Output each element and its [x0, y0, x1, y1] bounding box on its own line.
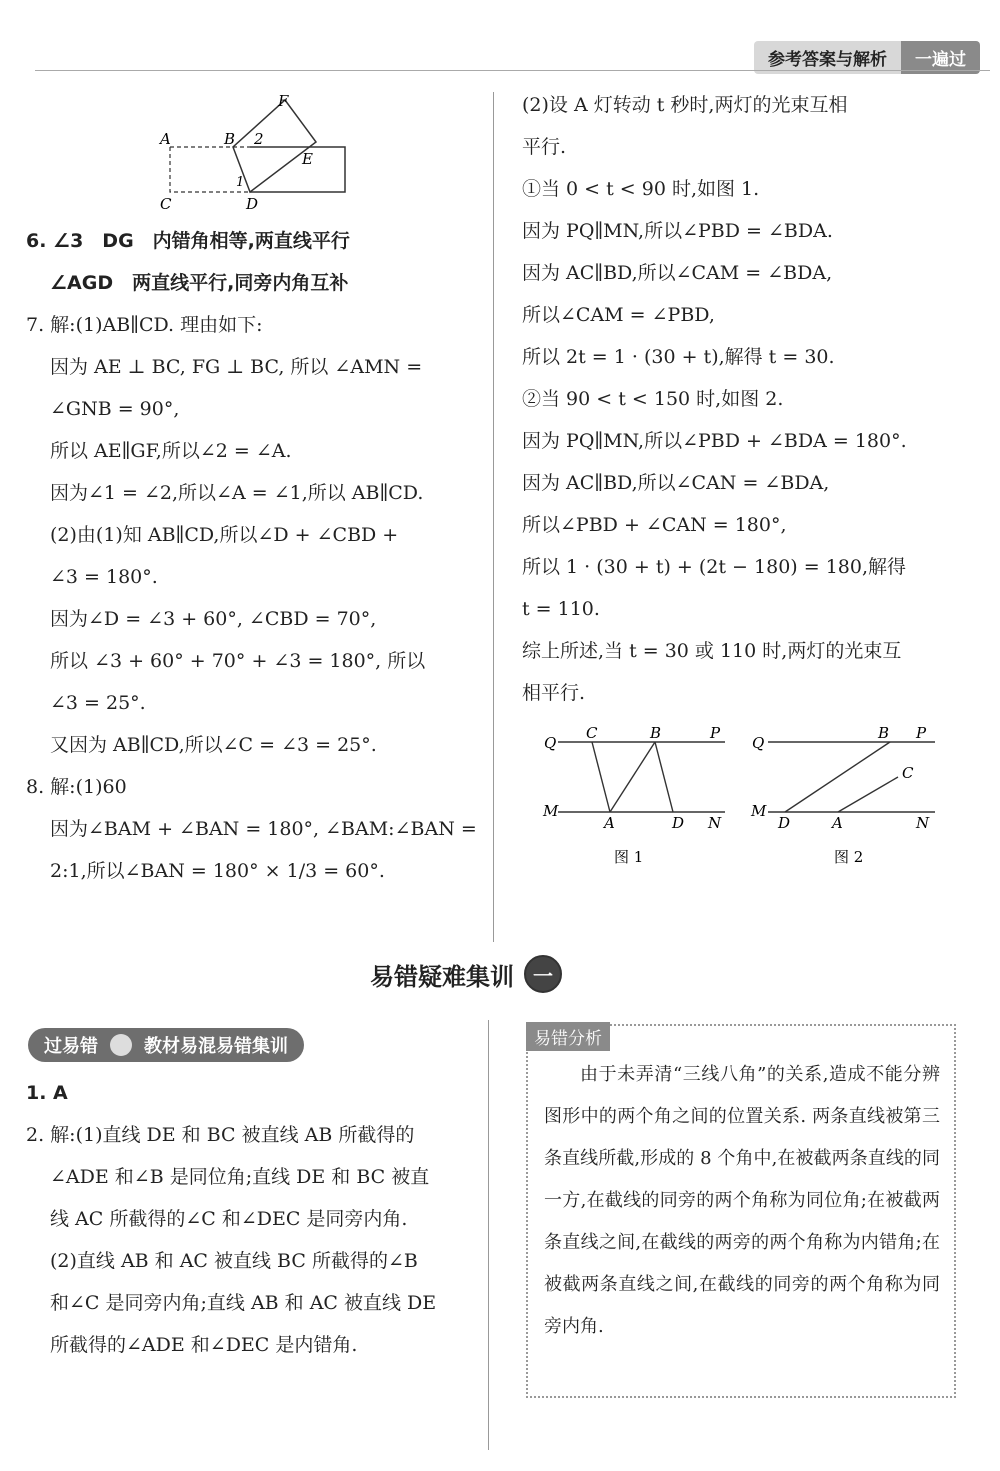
turtle-icon: [110, 1034, 132, 1056]
column-divider: [493, 92, 494, 942]
answer-8-part2-line: (2)设 A 灯转动 t 秒时,两灯的光束互相: [522, 94, 848, 116]
analysis-text: 由于未弄清“三线八角”的关系,造成不能分辨图形中的两个角之间的位置关系. 两条直线被第三条直线所截,形成的 8 个角中,在被截两条直线的同一方,在截线的同旁的两个角称为同位角;在被截两条直线之间,在截线的两旁的两个角称为内错角;在被截两条直线之间,在截线的同旁的两个角称为同旁内角.: [544, 1064, 940, 1337]
answer-7-line: ∠3 = 25°.: [50, 692, 146, 714]
fig1-label-p: P: [710, 724, 721, 742]
fig2-label-m: M: [751, 802, 767, 820]
answer-7-head: 7. 解:(1)AB∥CD. 理由如下:: [26, 314, 263, 336]
answer-7-line: 因为 AE ⊥ BC, FG ⊥ BC, 所以 ∠AMN =: [50, 356, 423, 378]
fig1-label-n: N: [708, 814, 722, 832]
answer-7-line: ∠3 = 180°.: [50, 566, 158, 588]
answer-8-head: 8. 解:(1)60: [26, 776, 127, 798]
analysis-label: 易错分析: [526, 1022, 610, 1051]
answer-8-part2-line: 因为 PQ∥MN,所以∠PBD = ∠BDA.: [522, 220, 833, 242]
fig1-label-q: Q: [544, 734, 557, 752]
answer-8-part2-line: ①当 0 < t < 90 时,如图 1.: [522, 178, 760, 200]
answer-7-line: 所以 AE∥GF,所以∠2 = ∠A.: [50, 440, 292, 462]
answer-7-line: 所以 ∠3 + 60° + 70° + ∠3 = 180°, 所以: [50, 650, 426, 672]
fig2-caption: 图 2: [834, 848, 864, 866]
fig-label-c: C: [160, 195, 172, 213]
answer-7-line: ∠GNB = 90°,: [50, 398, 180, 420]
left-answers: [26, 220, 486, 892]
answer-6-line2: ∠AGD 两直线平行,同旁内角互补: [50, 272, 349, 294]
section-title-text: 易错疑难集训: [370, 962, 514, 991]
fig-label-d: D: [246, 195, 259, 213]
answer-8-part2-line: 所以∠CAM = ∠PBD,: [522, 304, 715, 326]
fig1-label-b: B: [650, 724, 662, 742]
answer-8-line: 因为∠BAM + ∠BAN = 180°, ∠BAM:∠BAN =: [50, 818, 477, 840]
header-tab: [754, 40, 980, 74]
bottom-answers: [26, 1072, 486, 1366]
answer-8-part2-line: 相平行.: [522, 682, 586, 704]
mistake-training-pill: [28, 1028, 304, 1062]
answer-2-line: 线 AC 所截得的∠C 和∠DEC 是同旁内角.: [50, 1208, 408, 1230]
fig-label-a: A: [160, 130, 171, 148]
answer-8-part2-line: 平行.: [522, 136, 567, 158]
pill-left-label: 过易错: [44, 1036, 98, 1057]
fig2-label-n: N: [916, 814, 930, 832]
fig2-label-d: D: [778, 814, 791, 832]
right-answers: [522, 84, 962, 714]
section-title: [370, 955, 562, 993]
fig1-label-a: A: [604, 814, 615, 832]
fig2-label-b: B: [878, 724, 890, 742]
answer-2-line: ∠ADE 和∠B 是同位角;直线 DE 和 BC 被直: [50, 1166, 430, 1188]
fig-label-2: 2: [254, 130, 264, 148]
figure-2: [750, 722, 940, 872]
header-brand: 一遍过: [901, 41, 980, 74]
fig-label-1: 1: [236, 175, 245, 190]
fig1-label-d: D: [672, 814, 685, 832]
answer-7-line: 因为∠D = ∠3 + 60°, ∠CBD = 70°,: [50, 608, 377, 630]
fig2-label-a: A: [832, 814, 843, 832]
mistake-analysis-box: [526, 1024, 956, 1398]
header-rule: [35, 70, 990, 71]
answer-7-line: (2)由(1)知 AB∥CD,所以∠D + ∠CBD +: [50, 524, 399, 546]
answer-6-line1: 6. ∠3 DG 内错角相等,两直线平行: [26, 230, 350, 252]
answer-8-part2-line: 因为 AC∥BD,所以∠CAM = ∠BDA,: [522, 262, 833, 284]
figure-1: [540, 722, 730, 872]
fig1-label-m: M: [543, 802, 559, 820]
answer-8-part2-line: 所以∠PBD + ∠CAN = 180°,: [522, 514, 787, 536]
pill-right-label: 教材易混易错集训: [144, 1036, 288, 1057]
answer-2-line: 和∠C 是同旁内角;直线 AB 和 AC 被直线 DE: [50, 1292, 437, 1314]
fig-label-f: F: [278, 92, 289, 110]
fig-label-e: E: [302, 150, 313, 168]
figure-rectangle-fold: [150, 92, 360, 214]
answer-2-line: (2)直线 AB 和 AC 被直线 BC 所截得的∠B: [50, 1250, 418, 1272]
column-divider-bottom: [488, 1020, 489, 1450]
fig-label-b: B: [224, 130, 236, 148]
answer-7-line: 因为∠1 = ∠2,所以∠A = ∠1,所以 AB∥CD.: [50, 482, 424, 504]
answer-2-head: 2. 解:(1)直线 DE 和 BC 被直线 AB 所截得的: [26, 1124, 415, 1146]
answer-8-part2-line: 综上所述,当 t = 30 或 110 时,两灯的光束互: [522, 640, 902, 662]
answer-8-part2-line: 因为 AC∥BD,所以∠CAN = ∠BDA,: [522, 472, 830, 494]
answer-7-line: 又因为 AB∥CD,所以∠C = ∠3 = 25°.: [50, 734, 377, 756]
fig1-label-c: C: [586, 724, 598, 742]
answer-8-part2-line: t = 110.: [522, 598, 600, 620]
fig1-caption: 图 1: [614, 848, 644, 866]
answer-8-part2-line: ②当 90 < t < 150 时,如图 2.: [522, 388, 784, 410]
answer-8-part2-line: 所以 2t = 1 · (30 + t),解得 t = 30.: [522, 346, 835, 368]
fig2-label-c: C: [902, 764, 914, 782]
header-label: 参考答案与解析: [754, 41, 901, 74]
answer-8-part2-line: 所以 1 · (30 + t) + (2t − 180) = 180,解得: [522, 556, 906, 578]
answer-2-line: 所截得的∠ADE 和∠DEC 是内错角.: [50, 1334, 358, 1356]
section-number-badge: 一: [524, 955, 562, 993]
answer-1: 1. A: [26, 1082, 68, 1104]
fig2-label-p: P: [916, 724, 927, 742]
answer-8-line: 2:1,所以∠BAN = 180° × 1/3 = 60°.: [50, 860, 385, 882]
fig2-label-q: Q: [752, 734, 765, 752]
answer-8-part2-line: 因为 PQ∥MN,所以∠PBD + ∠BDA = 180°.: [522, 430, 907, 452]
